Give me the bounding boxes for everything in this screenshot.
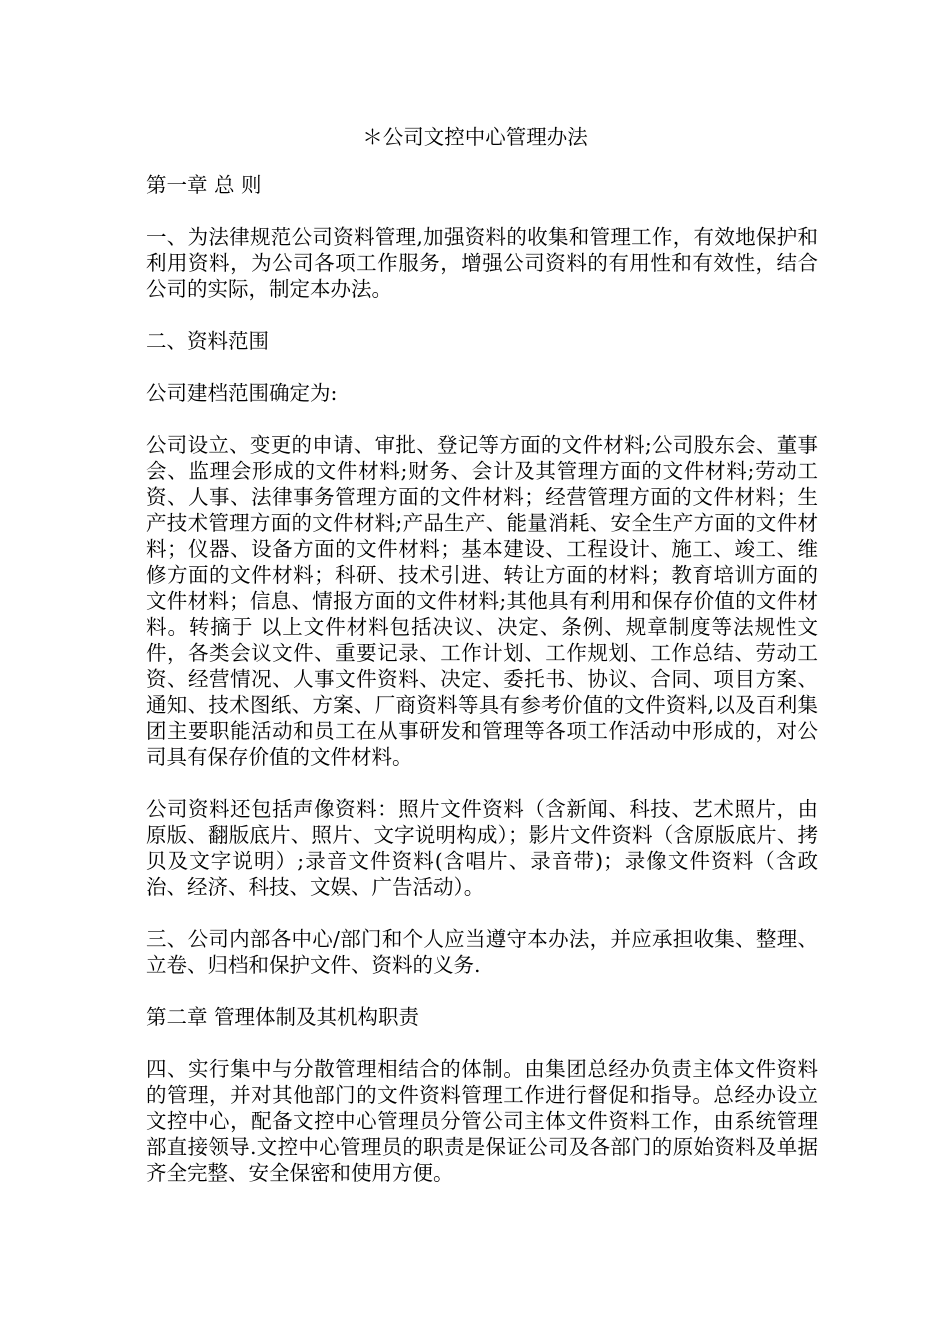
- document-title: ＊公司文控中心管理办法: [362, 125, 588, 149]
- paragraph-management-system: 四、实行集中与分散管理相结合的体制。由集团总经办负责主体文件资料的管理，并对其他部门的文件资料管理工作进行督促和指导。总经办设立文控中心，配备文控中心管理员分管公司主体文件资料工作，由系统管理部直接领导.文控中心管理员的职责是保证公司及各部门的原始资料及单据齐全完整、安全保密和使用方便。: [146, 1057, 818, 1185]
- section-heading-scope: 二、资料范围: [146, 329, 269, 353]
- paragraph-purpose: 一、为法律规范公司资料管理,加强资料的收集和管理工作，有效地保护和利用资料，为公司各项工作服务，增强公司资料的有用性和有效性，结合公司的实际，制定本办法。: [146, 225, 818, 301]
- paragraph-obligations: 三、公司内部各中心/部门和个人应当遵守本办法，并应承担收集、整理、立卷、归档和保护文件、资料的义务.: [146, 927, 818, 977]
- chapter-heading-management: 第二章 管理体制及其机构职责: [146, 1005, 420, 1029]
- chapter-heading-general: 第一章 总 则: [146, 173, 262, 197]
- paragraph-audio-visual: 公司资料还包括声像资料：照片文件资料（含新闻、科技、艺术照片，由原版、翻版底片、照片、文字说明构成）；影片文件资料（含原版底片、拷贝及文字说明）;录音文件资料(含唱片、录音带)；录像文件资料（含政治、经济、科技、文娱、广告活动）。: [146, 797, 818, 899]
- paragraph-scope-materials: 公司设立、变更的申请、审批、登记等方面的文件材料;公司股东会、董事会、监理会形成的文件材料;财务、会计及其管理方面的文件材料;劳动工资、人事、法律事务管理方面的文件材料；经营管理方面的文件材料；生产技术管理方面的文件材料;产品生产、能量消耗、安全生产方面的文件材料；仪器、设备方面的文件材料；基本建设、工程设计、施工、竣工、维修方面的文件材料；科研、技术引进、转让方面的材料；教育培训方面的文件材料；信息、情报方面的文件材料;其他具有利用和保存价值的文件材料。转摘于 以上文件材料包括决议、决定、条例、规章制度等法规性文件，各类会议文件、重要记录、工作计划、工作规划、工作总结、劳动工资、经营情况、人事文件资料、决定、委托书、协议、合同、项目方案、通知、技术图纸、方案、厂商资料等具有参考价值的文件资料,以及百利集团主要职能活动和员工在从事研发和管理等各项工作活动中形成的，对公司具有保存价值的文件材料。: [146, 433, 818, 769]
- paragraph-scope-intro: 公司建档范围确定为:: [146, 381, 338, 405]
- document-body: [146, 172, 818, 1212]
